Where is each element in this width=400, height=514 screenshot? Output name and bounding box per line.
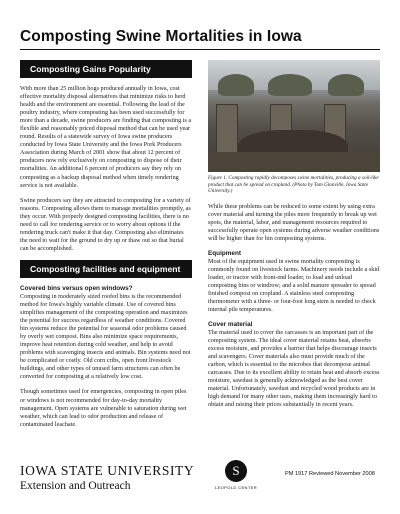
paragraph: Though sometimes used for emergencies, composting in open piles or windows is not recommended for day-to-day mortality management. Open systems are vulnerable to saturation during wet weather, which can lead to odor production and release of contaminated leachate.	[20, 388, 187, 428]
paragraph: While these problems can be reduced to some extent by using extra cover material and turning the piles more frequently to break up wet spots, the material, labor, and management resources required to successfully operate open systems during adverse weather conditions will be higher than for bin composting systems.	[208, 202, 380, 242]
title-rule	[20, 49, 380, 50]
paragraph: With more than 25 million hogs produced annually in Iowa, cost effective mortality disposal alternatives that minimize risks to herd health and the environment are essential. Following the lead of the poultry industry, where composting has been used successfully for more than a decade, swine producers are finding that composting is a flexible and reasonably priced disposal method that can be used year round. Results of a statewide survey of Iowa swine producers conducted by Iowa State University and the Iowa Pork Producers Association during March of 2001 show that about 12 percent of producers now rely exclusively on composting to dispose of their mortalities. An additional 6 percent of producers say they rely on composting as a backup disposal method when timely rendering service is not available.	[20, 85, 192, 189]
page-title: Composting Swine Mortalities in Iowa	[20, 28, 302, 45]
photo-caption: Figure 1. Composting rapidly decomposes swine mortalities, producing a soil-like product that can be spread on cropland. (Photo by Tom Glanville, Iowa State University.)	[208, 175, 379, 194]
photo-tree	[328, 74, 364, 96]
leopold-center-label: LEOPOLD CENTER	[214, 485, 258, 490]
publication-info: PM 1917 Reviewed November 2008	[285, 471, 375, 477]
leopold-center-logo-icon	[225, 460, 247, 482]
subheading-equipment: Equipment	[208, 249, 242, 257]
footer	[0, 455, 400, 505]
photo-tree	[218, 74, 254, 96]
paragraph: Composting in moderately sized roofed bins is the recommended method for Iowa's highly variable climate. Use of covered bins simplifies management of the composting operation and maximizes the potential for success regardless of weather conditions. Covered bin systems reduce the potential for seasonal odor problems caused by overly wet compost. Bins also minimize space requirements, improve heat retention during cold weather, and help to avoid problems with scavenging insects and animals. Bin systems need not be complicated or costly. Old corn cribs, open front livestock buildings, and other types of unused farm structures can often be converted for composting at a relatively low cost.	[20, 292, 191, 381]
right-column	[208, 60, 380, 417]
university-name: IOWA STATE UNIVERSITY	[20, 463, 195, 478]
left-column	[20, 60, 192, 436]
logo-mark: S	[232, 463, 240, 478]
paragraph: Most of the equipment used in swine mortality composting is commonly found on livestock farms. Machinery needs include a skid loader, or tractor with front-end loader, to load and unload composting bins or windrow; and a solid manure spreader to spread finished compost on cropland. A stainless steel composting thermometer with a three- or four-foot long stem is needed to check internal pile temperatures.	[208, 257, 380, 314]
section-heading-facilities-equipment: Composting facilities and equipment	[20, 260, 192, 278]
subheading-covered-bins: Covered bins versus open windows?	[20, 284, 133, 292]
photo-tree	[268, 74, 312, 96]
photo-bin-wall	[216, 104, 238, 154]
photo-ground	[208, 152, 380, 172]
compost-bins-photo	[208, 60, 380, 172]
extension-outreach: Extension and Outreach	[20, 480, 131, 492]
subheading-cover-material: Cover material	[208, 321, 253, 329]
section-heading-composting-gains-popularity: Composting Gains Popularity	[20, 60, 192, 78]
paragraph: The material used to cover the carcasses is an important part of the composting system. The ideal cover material retains heat, absorbs excess moisture, and provides a barrier that helps discourage insects and scavengers. Cover materials also must provide much of the carbon, which is essential to the microbes that decompose animal carcasses. Due to its excellent ability to retain heat and absorb excess moisture, sawdust is generally acknowledged as the best cover material. Unfortunately, sawdust and recycled wood products are in high demand for many other uses, making them increasingly hard to obtain and raising their prices substantially in recent years.	[208, 329, 380, 409]
paragraph: Swine producers say they are attracted to composting for a variety of reasons. Composting allows them to manage mortalities promptly, as they occur. With properly designed composting facilities, there is no need to call for rendering service or to worry about options if the rendering truck can't make it that day. Composting also eliminates the need to wait for the ground to dry up or thaw out so that burial can be accomplished.	[20, 196, 191, 252]
